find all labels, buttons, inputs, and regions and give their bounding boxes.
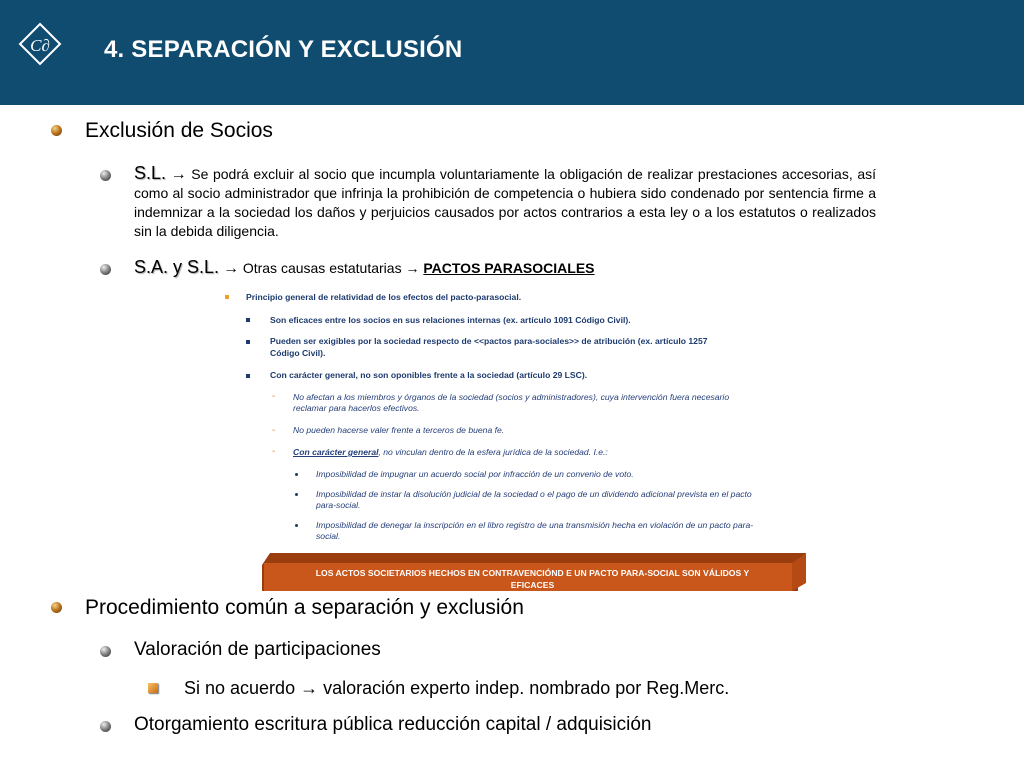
logo-letters: C∂	[30, 36, 50, 55]
dash-icon: -	[272, 446, 276, 457]
excerpt-bullet: Imposibilidad de impugnar un acuerdo social por infracción de un convenio de voto.	[316, 469, 634, 479]
excerpt-item: Son eficaces entre los socios en sus relaciones internas (ex. artículo 1091 Código Civil).	[270, 315, 631, 325]
pactos-parasociales-link: PACTOS PARASOCIALES	[423, 260, 595, 276]
excerpt-sub: No pueden hacerse valer frente a terceros de buena fe.	[293, 425, 505, 435]
deed-item: Otorgamiento escritura pública reducción capital / adquisición	[134, 714, 652, 735]
banner-text	[280, 567, 785, 591]
sl-label: S.L.	[134, 163, 167, 183]
bullet-icon	[100, 646, 111, 657]
title-bar	[0, 0, 1024, 105]
procedure-heading: Procedimiento común a separación y exclusión	[85, 596, 524, 619]
dot-bullet-icon	[295, 524, 298, 527]
valuation-item: Valoración de participaciones	[134, 639, 381, 660]
excerpt-sub: reclamar para hacerlos efectivos.	[293, 403, 420, 413]
banner-line: LOS ACTOS SOCIETARIOS HECHOS EN CONTRAVENCIÓND E UN PACTO PARA-SOCIAL SON VÁLIDOS Y	[315, 568, 750, 578]
dash-icon: -	[272, 425, 276, 436]
excerpt-sub-emphasis: Con carácter general	[293, 447, 379, 457]
exclusion-heading: Exclusión de Socios	[85, 119, 273, 142]
arrow-right-icon: →	[405, 260, 420, 276]
arrow-right-icon: →	[222, 260, 239, 277]
square-bullet-icon	[148, 683, 158, 693]
square-bullet-icon	[246, 318, 250, 322]
no-agreement-item: Si no acuerdo → valoración experto indep. nombrado por Reg.Merc.	[184, 678, 730, 698]
sa-sl-line	[134, 257, 595, 278]
banner-line: EFICACES	[510, 580, 555, 590]
excerpt-bullet: para-social.	[316, 500, 361, 510]
square-bullet-icon	[246, 340, 250, 344]
logo-icon	[18, 22, 62, 66]
sl-text: Se podrá excluir al socio que incumpla voluntariamente la obligación de realizar prestaciones accesorias, así como al socio administrador que infrinja la prohibición de competencia o hubiera sido condenado por sentencia firme a indemnizar a la sociedad los daños y perjuicios causados por actos contrarios a esta ley o a los estatutos o realizados sin la debida diligencia.	[134, 166, 876, 239]
excerpt-bullet: Imposibilidad de denegar la inscripción en el libro registro de una transmisión hecha en violación de un pacto para-	[316, 520, 754, 530]
excerpt-sub: No afectan a los miembros y órganos de la sociedad (socios y administradores), cuya intervención fuera necesario	[293, 392, 730, 402]
excerpt-bullet: Imposibilidad de instar la disolución judicial de la sociedad o el pago de un dividendo adicional prevista en el pacto	[316, 489, 752, 499]
excerpt-sub	[293, 447, 608, 458]
excerpt-item: Pueden ser exigibles por la sociedad respecto de <<pactos para-sociales>> de atribución (ex. artículo 1257	[270, 336, 708, 346]
dot-bullet-icon	[295, 473, 298, 476]
bullet-icon	[51, 125, 62, 136]
dash-icon: -	[272, 391, 276, 402]
bullet-icon	[100, 721, 111, 732]
sa-sl-text: Otras causas estatutarias	[242, 260, 402, 276]
bullet-icon	[51, 602, 62, 613]
sa-sl-label: S.A. y S.L.	[134, 257, 220, 277]
dot-bullet-icon	[295, 493, 298, 496]
excerpt-bullet: social.	[316, 531, 341, 541]
excerpt-sub-rest: , no vinculan dentro de la esfera jurídica de la sociedad. I.e.:	[378, 447, 608, 457]
square-bullet-icon	[246, 374, 250, 378]
arrow-right-icon: →	[170, 166, 187, 183]
excerpt-principle: Principio general de relatividad de los efectos del pacto-parasocial.	[246, 292, 522, 302]
excerpt-item: Código Civil).	[270, 348, 326, 358]
page-title: 4. SEPARACIÓN Y EXCLUSIÓN	[104, 36, 463, 63]
excerpt-item: Con carácter general, no son oponibles frente a la sociedad (artículo 29 LSC).	[270, 370, 588, 380]
bullet-icon	[100, 170, 111, 181]
bullet-icon	[100, 264, 111, 275]
square-bullet-icon	[225, 295, 229, 299]
sl-paragraph	[134, 164, 876, 241]
